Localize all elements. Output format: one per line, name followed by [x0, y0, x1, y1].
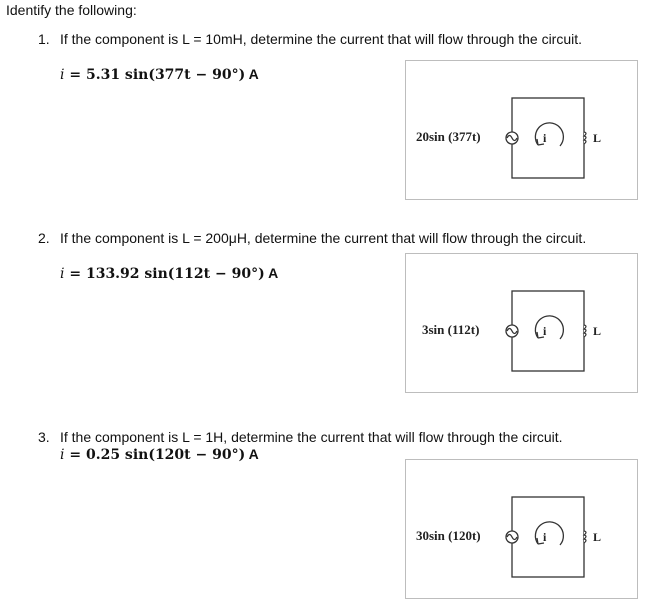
current-label: i [543, 324, 547, 338]
answer-unit: A [264, 265, 279, 281]
current-arrow-icon [535, 522, 563, 545]
answer-expression: = 0.25 sin(120t − 90°) [64, 447, 246, 463]
inductor-label: L [593, 131, 602, 145]
circuit-loop [512, 98, 584, 178]
source-label: 30sin (120t) [416, 528, 481, 543]
circuit-loop [512, 291, 584, 371]
answer-expression: = 133.92 sin(112t − 90°) [64, 266, 265, 282]
answer-unit: A [245, 446, 259, 462]
answer-variable: i [60, 266, 65, 282]
question-number: 2. [38, 230, 50, 246]
current-arrow-icon [535, 316, 563, 339]
inductor-label: L [593, 324, 602, 338]
question-text: If the component is L = 10mH, determine the current that will flow through the circuit. [60, 31, 583, 47]
circuit-figure-2 [405, 253, 638, 393]
source-label: 3sin (112t) [422, 322, 480, 337]
current-label: i [543, 530, 547, 544]
circuit-loop [512, 497, 584, 577]
answer-1 [60, 66, 259, 83]
inductor-coil-icon [584, 325, 586, 337]
answer-expression: = 5.31 sin(377t − 90°) [64, 67, 246, 83]
answer-unit: A [245, 66, 259, 82]
page-heading: Identify the following: [6, 2, 137, 18]
inductor-coil-icon [584, 531, 586, 543]
question-text: If the component is L = 1H, determine the current that will flow through the circuit. [60, 429, 563, 445]
current-label: i [543, 131, 547, 145]
question-text: If the component is L = 200μH, determine the current that will flow through the circuit. [60, 230, 587, 246]
circuit-figure-1 [405, 60, 638, 200]
source-label: 20sin (377t) [416, 129, 481, 144]
answer-2 [60, 265, 278, 282]
inductor-label: L [593, 530, 602, 544]
answer-variable: i [60, 447, 65, 463]
answer-3 [60, 446, 259, 463]
current-arrow-icon [535, 123, 563, 146]
inductor-coil-icon [584, 132, 586, 144]
circuit-figure-3 [405, 459, 638, 599]
question-number: 1. [38, 31, 50, 47]
question-number: 3. [38, 429, 50, 445]
answer-variable: i [60, 67, 65, 83]
